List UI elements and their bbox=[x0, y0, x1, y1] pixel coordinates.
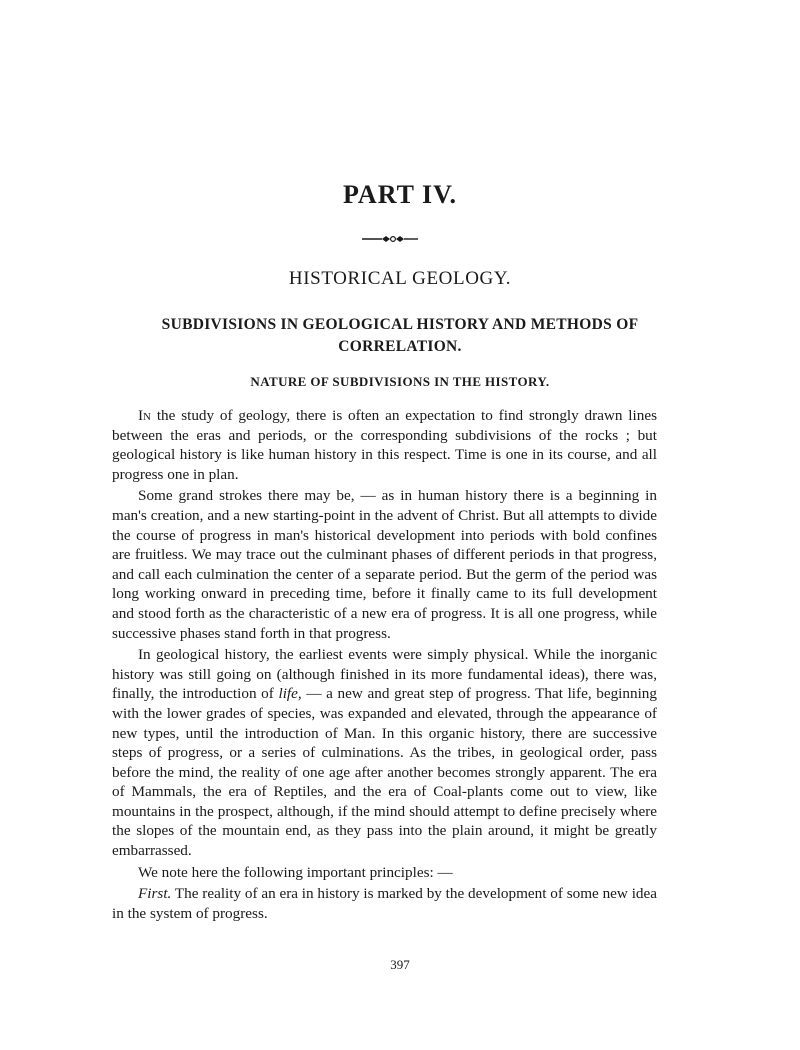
paragraph-5 bbox=[112, 884, 657, 923]
paragraph-3-text-a: In geological history, the earliest events were simply physical. While the inorganic history was still going on (although finished in its more fundamental ideas), there was, finally, the introduction of bbox=[112, 646, 657, 703]
paragraph-5-text: The reality of an era in history is marked by the development of some new idea in the system of progress. bbox=[112, 885, 657, 922]
paragraph-4: We note here the following important principles: — bbox=[138, 863, 453, 881]
section-heading: NATURE OF SUBDIVISIONS IN THE HISTORY. bbox=[250, 374, 550, 389]
paragraph-3-text-b: — a new and great step of progress. That life, beginning with the lower grades of species, was expanded and elevated, through the appearance of new types, until the introduction of Man. In this organic history, there are successive steps of progress, or a series of culminations. As the tribes, in geological order, pass before the mind, the reality of one age after another becomes strongly apparent. The era of Mammals, the era of Reptiles, and the era of Coal-plants come out to view, like mountains in the prospect, although, if the mind should attempt to define precisely where the slopes of the mountain end, as they pass into the plain around, it might be greatly embarrassed. bbox=[112, 685, 657, 860]
section-title: HISTORICAL GEOLOGY. bbox=[288, 268, 512, 289]
ornament-divider-icon bbox=[360, 232, 420, 246]
paragraph-1-text: the study of geology, there is often an expectation to find strongly drawn lines between the eras and periods, or the corresponding subdivisions of the rocks ; but geological history is like human history in this respect. Time is one in its course, and all progress one in plan. bbox=[112, 407, 657, 483]
body-text bbox=[112, 406, 657, 923]
paragraph-5-lead: First. bbox=[138, 885, 172, 903]
paragraph-3-emphasis: life, bbox=[278, 685, 302, 703]
paragraph-1-lead: In bbox=[138, 407, 152, 424]
paragraph-1 bbox=[112, 406, 657, 484]
chapter-subtitle: SUBDIVISIONS IN GEOLOGICAL HISTORY AND METHODS OF CORRELATION. bbox=[161, 316, 639, 355]
part-title: PART IV. bbox=[342, 180, 457, 209]
page-number: 397 bbox=[390, 957, 410, 972]
paragraph-3 bbox=[112, 645, 657, 861]
paragraph-2: Some grand strokes there may be, — as in human history there is a beginning in man's creation, and a new starting-point in the advent of Christ. But all attempts to divide the course of progress in man's historical development into periods with bold confines are fruitless. We may trace out the culminant phases of different periods in that progress, and call each culmination the center of a separate period. But the germ of the period was long working onward in preceding time, before it finally came to its full development and stood forth as the characteristic of a new era of progress. It is all one progress, while successive phases stand forth in that progress. bbox=[112, 487, 657, 642]
